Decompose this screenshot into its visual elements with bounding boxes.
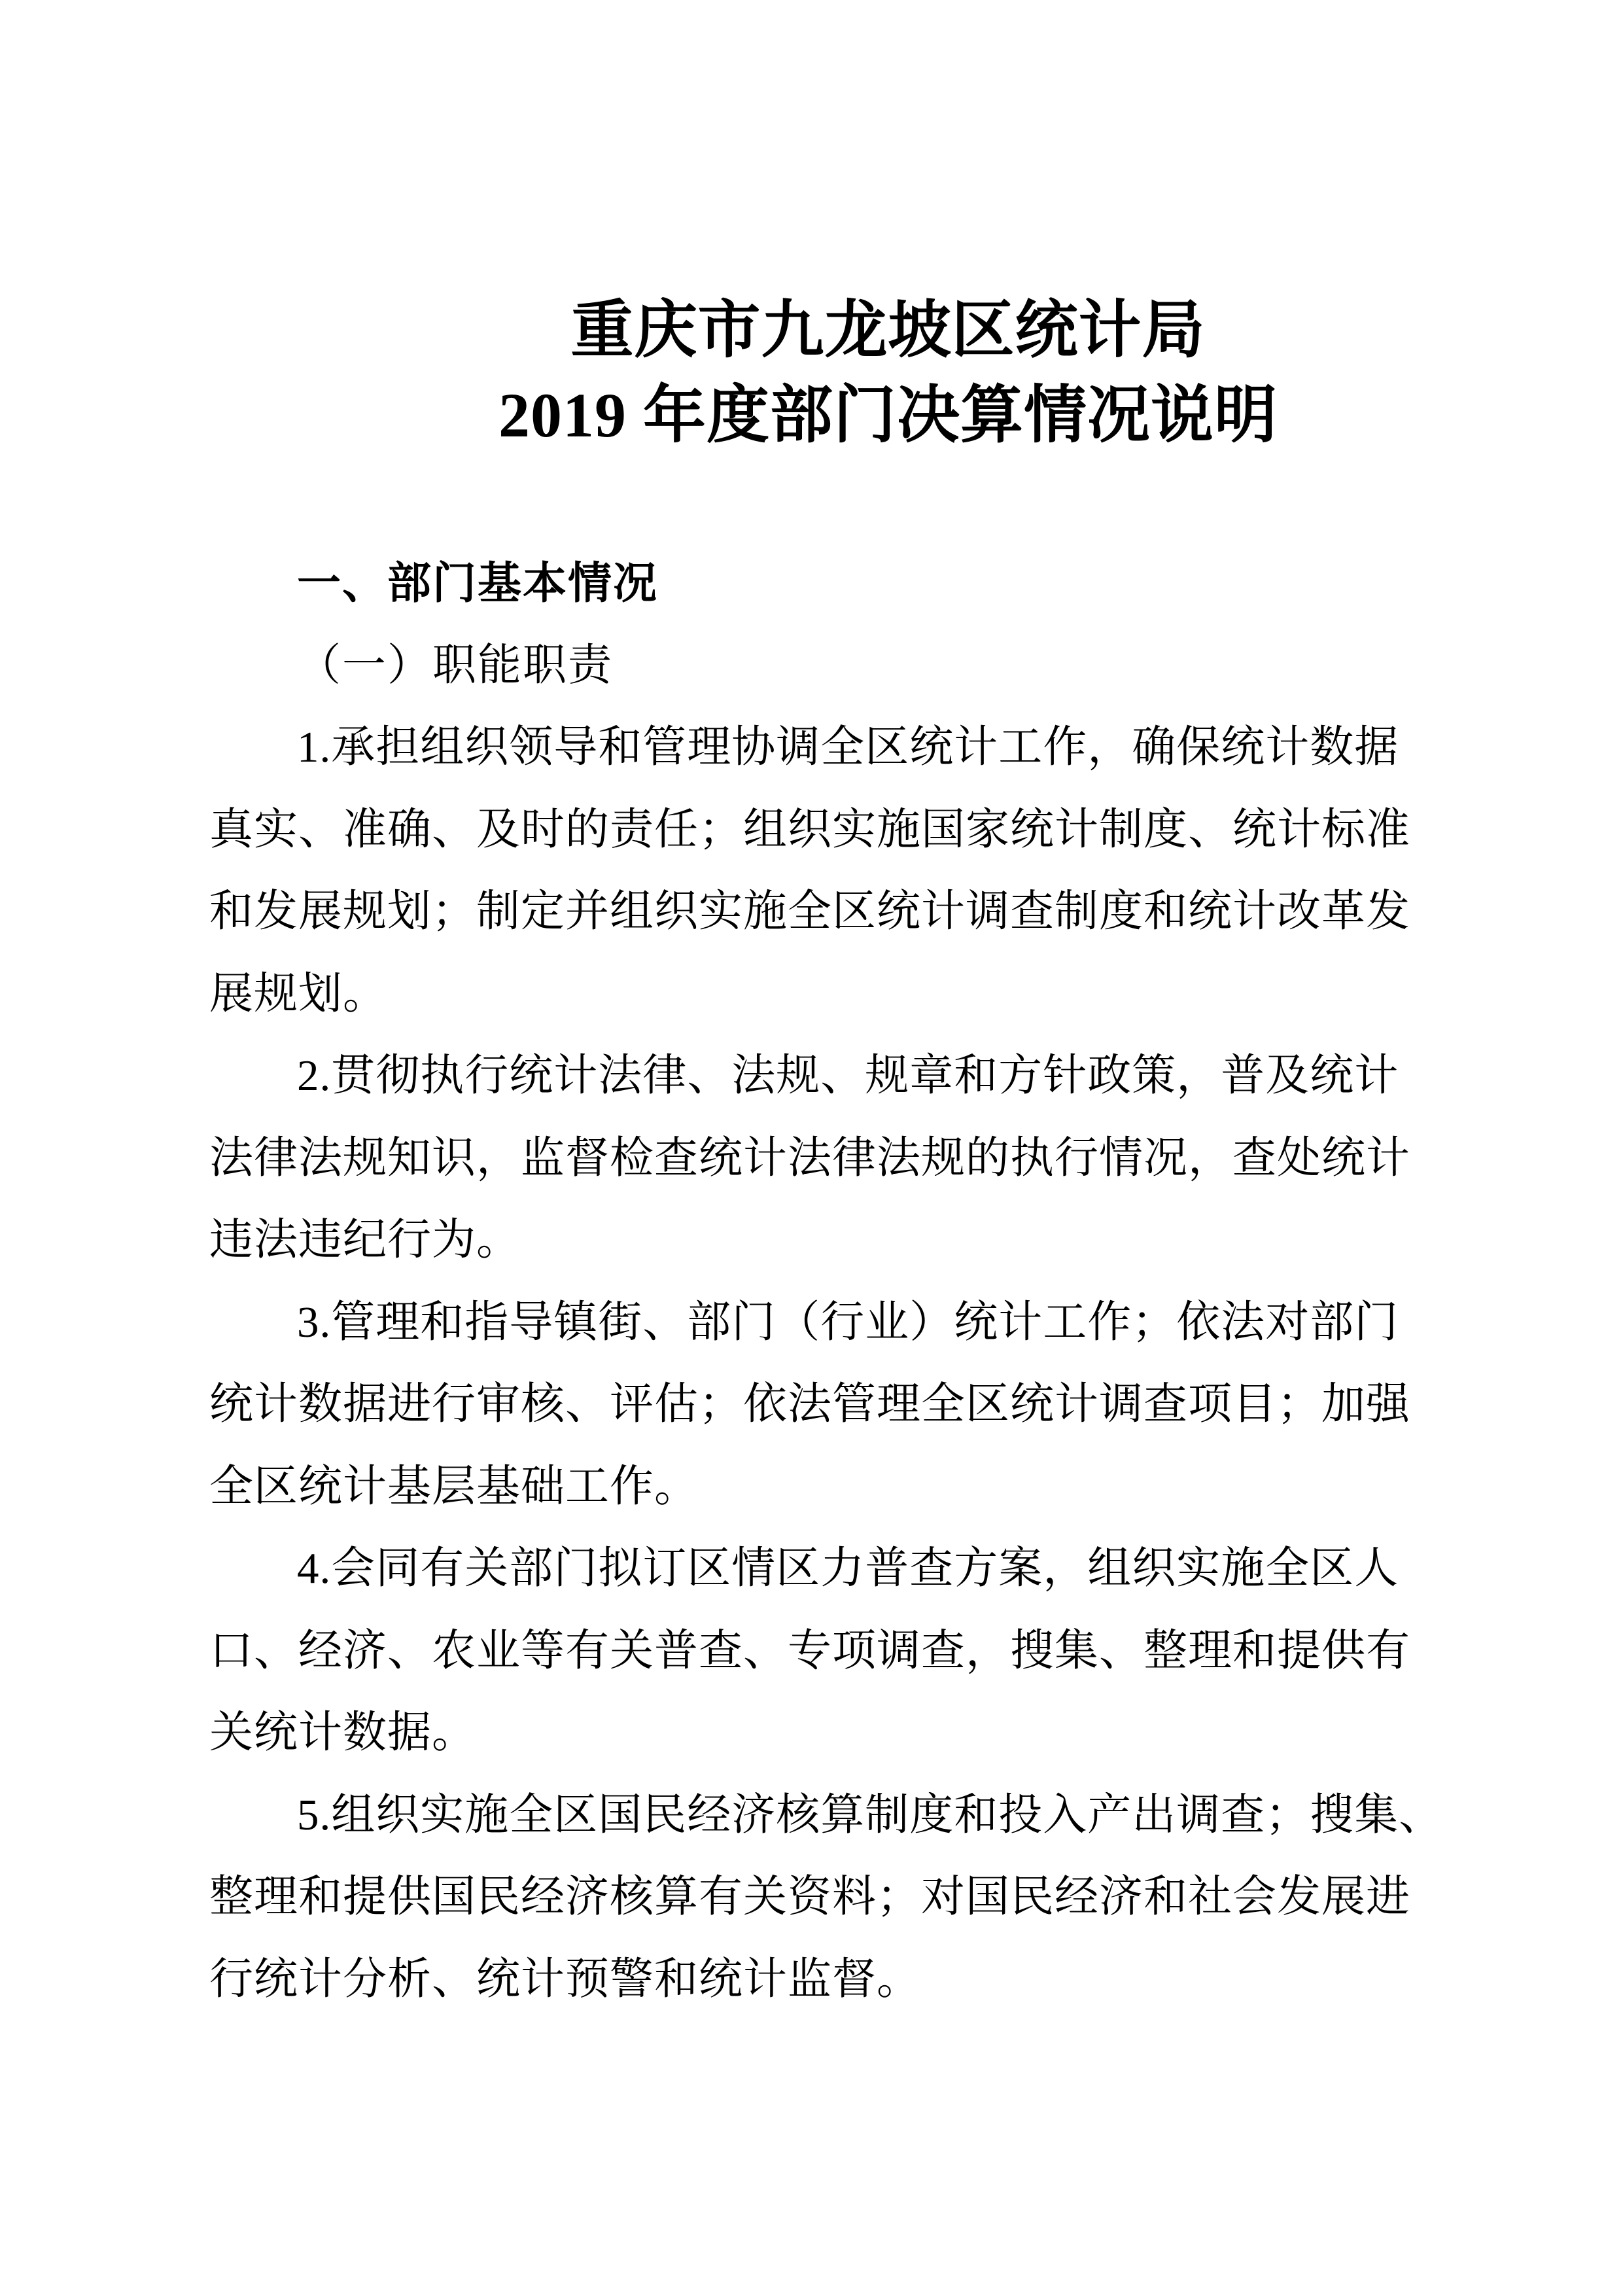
sub-heading: （一）职能职责 xyxy=(297,641,613,690)
paragraph-2 xyxy=(209,1035,1459,1282)
paragraph-1 xyxy=(209,707,1459,1035)
paragraph-4-line-3: 关统计数据。 xyxy=(209,1708,476,1757)
paragraph-5-line-3: 行统计分析、统计预警和统计监督。 xyxy=(209,1954,921,2004)
paragraph-2-line-3: 违法违纪行为。 xyxy=(209,1216,521,1264)
paragraph-5 xyxy=(209,1775,1459,2021)
paragraph-1-line-1: 1.承担组织领导和管理协调全区统计工作，确保统计数据 xyxy=(297,723,1399,771)
document-body xyxy=(209,542,1459,2021)
paragraph-3-line-2: 统计数据进行审核、评估；依法管理全区统计调查项目；加强 xyxy=(209,1380,1410,1428)
paragraph-5-line-2: 整理和提供国民经济核算有关资料；对国民经济和社会发展进 xyxy=(209,1873,1410,1921)
paragraph-4-line-1: 4.会同有关部门拟订区情区力普查方案，组织实施全区人 xyxy=(297,1544,1399,1593)
paragraph-3-line-1: 3.管理和指导镇街、部门（行业）统计工作；依法对部门 xyxy=(297,1298,1399,1347)
paragraph-1-line-3: 和发展规划；制定并组织实施全区统计调查制度和统计改革发 xyxy=(209,887,1410,936)
paragraph-3-line-3: 全区统计基层基础工作。 xyxy=(209,1462,699,1511)
section-heading: 一、部门基本情况 xyxy=(297,559,658,608)
paragraph-2-line-1: 2.贯彻执行统计法律、法规、规章和方针政策，普及统计 xyxy=(297,1051,1399,1100)
paragraph-5-line-1: 5.组织实施全区国民经济核算制度和投入产出调查；搜集、 xyxy=(297,1790,1444,1839)
title-line-2: 2019 年度部门决算情况说明 xyxy=(498,380,1278,450)
paragraph-4 xyxy=(209,1528,1459,1775)
paragraph-1-line-2: 真实、准确、及时的责任；组织实施国家统计制度、统计标准 xyxy=(209,805,1410,854)
document-title xyxy=(0,0,1623,458)
paragraph-4-line-2: 口、经济、农业等有关普查、专项调查，搜集、整理和提供有 xyxy=(209,1626,1410,1675)
paragraph-1-line-4: 展规划。 xyxy=(209,969,387,1018)
title-line-1: 重庆市九龙坡区统计局 xyxy=(570,295,1206,365)
paragraph-3 xyxy=(209,1282,1459,1528)
paragraph-2-line-2: 法律法规知识，监督检查统计法律法规的执行情况，查处统计 xyxy=(209,1133,1410,1182)
